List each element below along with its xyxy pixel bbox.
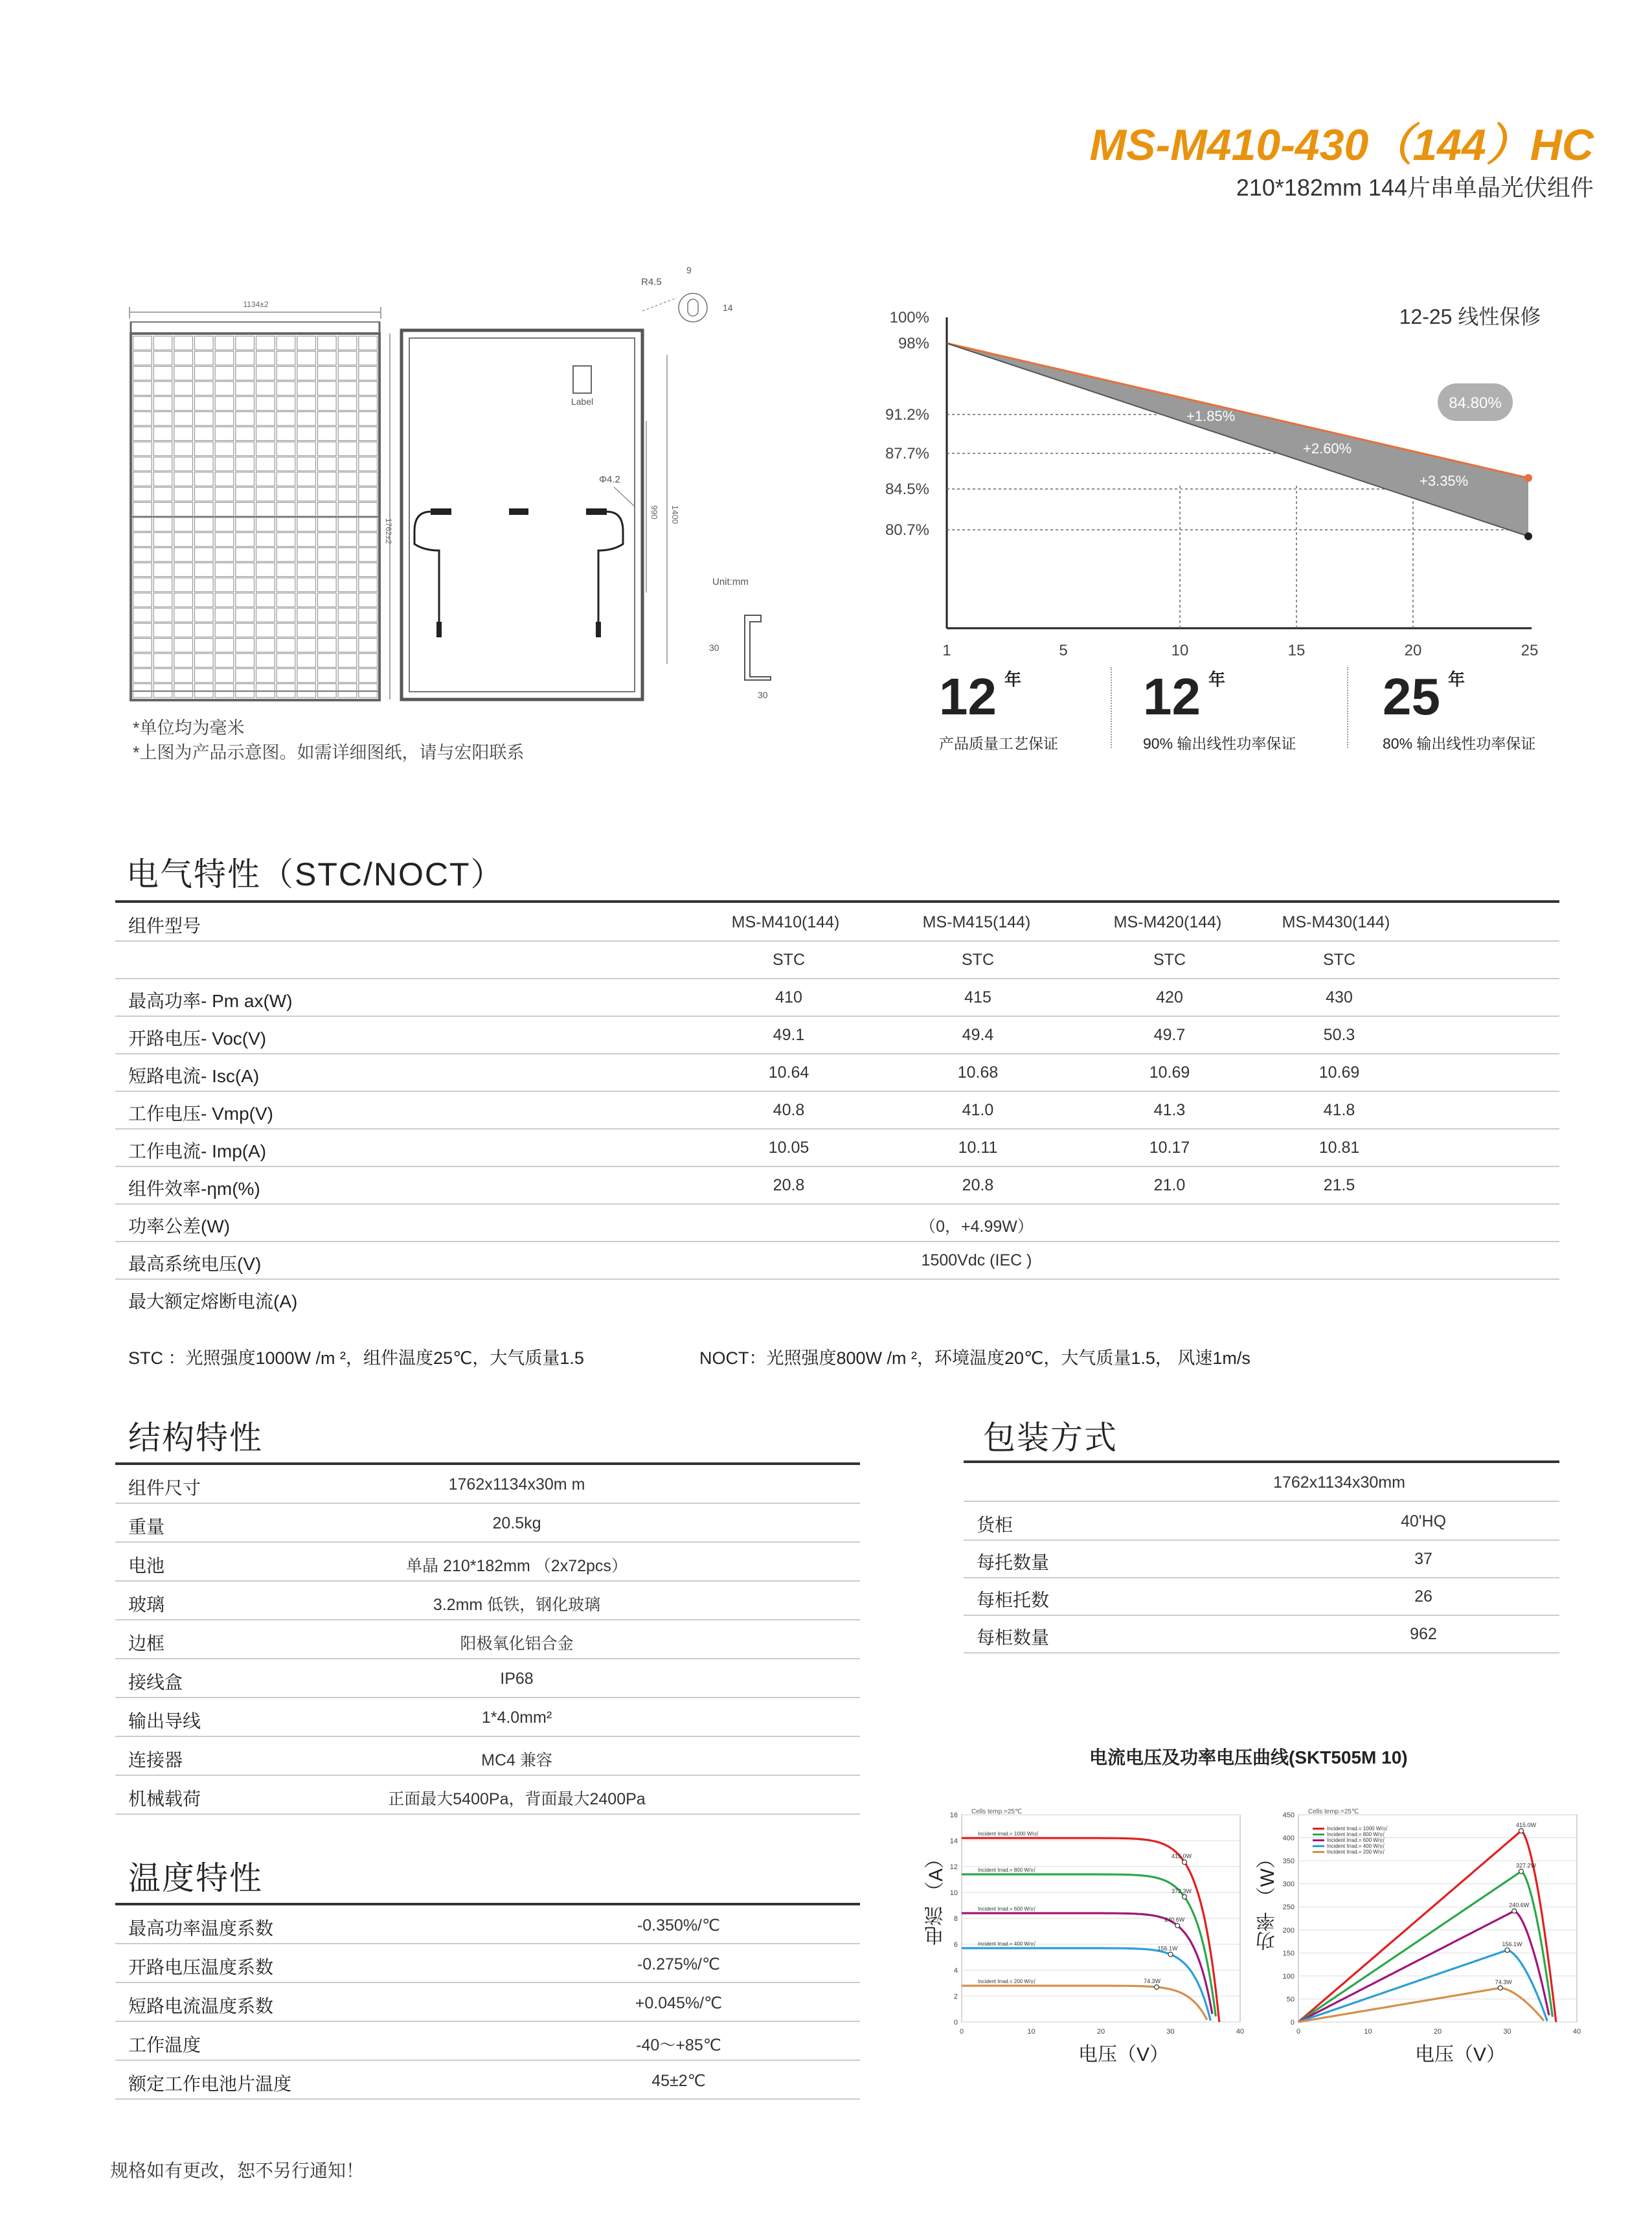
end-point-black [1524,532,1532,540]
warranty-years: 12 [1143,668,1201,725]
hole-label: Φ4.2 [599,474,620,485]
r-label: R4.5 [641,277,662,288]
table-row [115,1983,860,2022]
table-row [115,940,1559,979]
warranty-item [939,667,1058,753]
y-tick-label: 6 [953,1941,958,1949]
peak-label: 240.6W [1164,1916,1185,1924]
x-tick-label: 5 [1059,642,1068,659]
cell: 49.4 [962,1026,994,1044]
y-tick-label: 8 [953,1915,958,1923]
mpp-point [1498,1986,1502,1990]
note-line: *上图为产品示意图。如需详细图纸，请与宏阳联系 [133,743,525,762]
packing-table [964,1463,1559,1696]
cell: STC [1153,951,1186,969]
iv-ylabel: 电流 （A） [925,1849,947,1946]
table-row [115,1241,1559,1280]
cell: 49.1 [773,1026,805,1044]
series-label: Incident Irrad.= 400 W/㎡ [978,1941,1036,1947]
y-tick-label: 10 [949,1889,958,1897]
x-tick-label: 15 [1287,642,1306,659]
label-box [573,366,591,393]
stc-note: STC ：光照强度1000W /m ²，组件温度25℃，大气质量1.5 [128,1348,584,1368]
legend-swatch [1313,1851,1324,1853]
table-row [964,1502,1559,1541]
y-tick-label: 50 [1286,1995,1295,2004]
warranty-items [939,667,1587,751]
table-row [964,1463,1559,1502]
warranty-text: 产品质量工艺保证 [939,735,1058,752]
cell: 1*4.0mm² [481,1709,552,1727]
cell: 10.17 [1149,1139,1190,1157]
x-tick-label: 25 [1521,642,1539,659]
structure-table [115,1465,860,1815]
structure-title: 结构特性 [128,1420,263,1456]
model-header: MS-M415(144) [922,913,1031,931]
bubble-label: 84.80% [1449,394,1502,412]
product-subtitle: 210*182mm 144片串单晶光伏组件 [1236,174,1594,201]
cell: 10.68 [957,1063,999,1082]
table-row [115,1620,860,1659]
cell: 420 [1156,988,1183,1006]
product-title: MS-M410-430（144）HC [1089,120,1594,170]
y-tick-label: 12 [949,1863,958,1871]
table-row [115,1698,860,1737]
cell: 10.69 [1318,1063,1360,1082]
y-tick-label: 400 [1282,1834,1295,1843]
dim-990: 990 [650,505,659,519]
y-tick-label: 16 [949,1811,958,1819]
row-label: 连接器 [128,1750,183,1770]
cell: 49.7 [1153,1026,1186,1044]
cell: 21.5 [1323,1176,1355,1194]
divider [1347,667,1350,748]
cell: 3.2mm 低铁，钢化玻璃 [433,1596,601,1614]
legend-swatch [1313,1839,1324,1841]
row-label: 工作电流- Imp(A) [128,1141,267,1161]
row-label: 货柜 [977,1515,1013,1535]
front-view [130,307,381,712]
table-row [964,1615,1559,1653]
packing-title: 包装方式 [983,1420,1118,1456]
cell: 50.3 [1323,1026,1355,1044]
y-tick-label: 84.5% [885,481,929,498]
cell: 阳极氧化铝合金 [460,1635,574,1653]
row-label: 最大额定熔断电流(A) [128,1291,298,1312]
note-line: *单位均为毫米 [133,718,245,738]
table-row [115,1016,1559,1054]
cell: 45±2℃ [651,2072,706,2090]
cell: STC [962,951,994,969]
cell: 正面最大5400Pa，背面最大2400Pa [388,1790,646,1808]
cell: STC [773,951,805,969]
x-tick-label: 10 [1364,2028,1372,2036]
legend-label: Incident Irrad.= 400 W/㎡ [1327,1843,1385,1849]
cell: 415 [964,988,991,1006]
cell: -0.275%/℃ [637,1955,721,1973]
row-label: 最高功率- Pm ax(W) [128,991,293,1011]
cell: 10.81 [1318,1139,1360,1157]
end-point-orange [1524,474,1532,482]
table-row [115,1582,860,1620]
cell: （0，+4.99W） [920,1218,1034,1236]
x-tick-label: 20 [1096,2028,1105,2036]
table-row [115,1944,860,1983]
drawing-notes [133,716,525,765]
row-label: 功率公差(W) [128,1216,231,1236]
y-tick-label: 300 [1282,1880,1295,1889]
row-label: 重量 [128,1517,165,1537]
y-tick-label: 91.2% [885,406,929,424]
table-row [115,1737,860,1776]
cell: 20.8 [773,1176,805,1194]
cell: 410 [775,988,802,1006]
cell: 20.5kg [492,1514,541,1532]
row-label: 每柜数量 [977,1628,1050,1648]
table-row [964,1577,1559,1616]
row-label: 组件效率-ηm(%) [128,1179,260,1199]
cell: 单晶 210*182mm （2x72pcs） [406,1557,628,1575]
cell: MC4 兼容 [481,1751,552,1769]
dim-9: 9 [686,265,692,275]
table-row [115,1659,860,1698]
cell: 10.11 [958,1139,998,1157]
y-tick-label: 2 [953,1993,958,2001]
mpp-point [1519,1828,1524,1833]
y-tick-label: 200 [1282,1926,1295,1935]
y-tick-label: 4 [953,1967,958,1975]
cell: 41.3 [1153,1101,1186,1119]
table-row [115,1091,1559,1130]
peak-label: 372.3W [1171,1887,1192,1894]
warranty-unit: 年 [1004,670,1021,689]
pv-xlabel: 电压（V） [1415,2044,1506,2065]
peak-label: 156.1W [1157,1945,1178,1952]
y-tick-label: 100% [889,309,929,326]
x-tick-label: 20 [1433,2028,1442,2036]
height-dim: 1762±2 [384,518,393,544]
series-label: Incident Irrad.= 200 W/㎡ [978,1979,1036,1984]
curves-title: 电流电压及功率电压曲线(SKT505M 10) [1089,1747,1408,1767]
electrical-table [115,903,1559,1330]
warranty-text: 90% 输出线性功率保证 [1143,735,1296,752]
y-tick-label: 450 [1282,1811,1295,1819]
peak-label: 156.1W [1502,1941,1522,1948]
mpp-point [1512,1909,1517,1913]
row-label: 每托数量 [977,1552,1050,1573]
cell: -40～+85℃ [636,2036,721,2054]
row-label: 电池 [128,1556,165,1576]
x-tick-label: 0 [959,2028,964,2036]
row-label: 组件尺寸 [128,1478,201,1498]
y-tick-label: 350 [1282,1857,1295,1866]
cell: 1762x1134x30m m [448,1475,585,1493]
table-row [115,1776,860,1815]
electrical-title: 电气特性（STC/NOCT） [126,856,504,892]
legend-swatch [1313,1845,1324,1847]
table-row [115,2022,860,2061]
dim-1400: 1400 [670,505,680,524]
row-label: 组件型号 [128,916,201,936]
iv-xlabel: 电压（V） [1078,2044,1170,2065]
peak-label: 74.3W [1495,1979,1512,1986]
x-tick-label: 1 [942,642,951,659]
model-header: MS-M410(144) [731,913,840,931]
row-label: 额定工作电池片温度 [128,2074,292,2094]
mpp-point [1182,1860,1187,1865]
row-label: 最高功率温度系数 [128,1918,274,1938]
peak-label: 240.6W [1509,1902,1530,1909]
unit-label: Unit:mm [712,576,749,587]
table-row [115,1543,860,1582]
row-label: 输出导线 [128,1711,201,1731]
y-tick-label: 0 [1290,2019,1295,2027]
x-tick-label: 10 [1027,2028,1035,2036]
table-row [115,2061,860,2100]
cell: 10.64 [768,1063,809,1082]
x-tick-label: 20 [1404,642,1422,659]
cell: 41.8 [1323,1101,1355,1119]
table-row [115,1504,860,1543]
warranty-item [1383,667,1535,753]
peak-label: 415.0W [1516,1821,1537,1828]
warranty-item [1143,667,1296,753]
width-dim: 1134±2 [243,300,269,309]
table-row [115,1203,1559,1242]
delta-label: +3.35% [1420,473,1469,489]
row-label: 接线盒 [128,1672,183,1692]
warranty-text: 80% 输出线性功率保证 [1383,735,1536,752]
noct-note: NOCT：光照强度800W /m ²，环境温度20℃，大气质量1.5， 风速1m/s [699,1348,1250,1368]
row-label: 每柜托数 [977,1590,1050,1610]
x-tick-label: 30 [1503,2028,1511,2036]
legend-swatch [1313,1834,1324,1835]
warranty-unit: 年 [1447,670,1465,689]
cell: 430 [1326,988,1353,1006]
frame-dim-30b: 30 [758,690,768,700]
mpp-point [1155,1985,1159,1990]
table-row [115,1465,860,1504]
y-tick-label: 80.7% [885,521,929,539]
cell: 20.8 [962,1176,994,1194]
module-drawing [123,259,803,712]
row-label: 开路电压温度系数 [128,1957,274,1977]
cell: 37 [1414,1550,1432,1568]
frame-dim-30a: 30 [709,642,719,653]
cell: 10.69 [1149,1063,1190,1082]
table-row [964,1539,1559,1578]
cell: +0.045%/℃ [635,1994,723,2012]
cell: 26 [1414,1587,1432,1606]
cells-temp-label: Cells temp.=25℃ [971,1808,1023,1815]
x-tick-label: 40 [1236,2028,1245,2036]
warranty-unit: 年 [1208,670,1225,689]
peak-label: 415.0W [1171,1853,1192,1860]
cell: 41.0 [962,1101,994,1119]
model-header: MS-M420(144) [1113,913,1222,931]
peak-label: 74.3W [1144,1978,1161,1985]
cell: IP68 [500,1670,534,1688]
series-label: Incident Irrad.= 800 W/㎡ [978,1867,1036,1873]
y-tick-label: 98% [898,335,929,352]
mpp-point [1519,1869,1524,1874]
pv-ylabel: 功率 （W） [1257,1849,1278,1951]
table-row [115,1053,1559,1092]
cell: 21.0 [1153,1176,1186,1194]
table-row [115,978,1559,1017]
x-tick-label: 10 [1171,642,1189,659]
y-tick-label: 150 [1282,1949,1295,1958]
warranty-years: 25 [1383,668,1440,725]
temperature-table [115,1905,860,2113]
x-tick-label: 40 [1572,2028,1581,2036]
legend-label: Incident Irrad.= 200 W/㎡ [1327,1849,1385,1855]
x-tick-label: 30 [1166,2028,1175,2036]
warranty-line-gray [947,343,1528,536]
row-label: 最高系统电压(V) [128,1254,262,1274]
cell: 40'HQ [1400,1512,1447,1530]
delta-label: +2.60% [1303,440,1352,457]
table-row [115,903,1559,942]
table-row [115,1278,1559,1316]
table-row [115,1905,860,1944]
row-label: 开路电压- Voc(V) [128,1028,267,1049]
legend-label: Incident Irrad.= 800 W/㎡ [1327,1832,1385,1837]
mpp-point [1168,1952,1173,1957]
table-row [115,1166,1559,1205]
peak-label: 327.2W [1516,1862,1537,1869]
warranty-chart-title: 12-25 线性保修 [1399,305,1541,328]
cell: 1762x1134x30mm [1273,1473,1405,1492]
legend-label: Incident Irrad.= 1000 W/㎡ [1327,1826,1388,1832]
legend-swatch [1313,1828,1324,1830]
mpp-point [1505,1948,1510,1953]
warranty-years: 12 [939,668,997,725]
cell: 40.8 [773,1101,805,1119]
y-tick-label: 100 [1282,1972,1295,1981]
iv-pv-curves [913,1807,1593,2066]
cell: -0.350%/℃ [637,1916,721,1935]
row-label: 短路电流温度系数 [128,1996,274,2016]
series-label: Incident Irrad.= 1000 W/㎡ [978,1831,1039,1837]
table-row [115,1128,1559,1167]
row-label: 边框 [128,1633,165,1653]
series-label: Incident Irrad.= 600 W/㎡ [978,1906,1036,1912]
label-text: Label [571,396,594,407]
row-label: 玻璃 [128,1595,165,1615]
mpp-point [1175,1924,1180,1928]
temperature-title: 温度特性 [128,1860,263,1896]
mpp-point [1182,1894,1187,1899]
warranty-chart [868,291,1580,667]
cell: STC [1323,951,1355,969]
y-tick-label: 0 [953,2019,958,2027]
cell: 1500Vdc (IEC ) [921,1251,1032,1269]
cells-temp-label: Cells temp.=25℃ [1308,1808,1359,1815]
row-label: 工作电压- Vmp(V) [128,1104,274,1124]
dim-14: 14 [723,302,733,313]
row-label: 机械载荷 [128,1789,201,1809]
divider [1111,667,1113,748]
y-tick-label: 87.7% [885,445,929,462]
delta-label: +1.85% [1186,408,1236,424]
footer-note: 规格如有更改，恕不另行通知！ [110,2161,365,2181]
y-tick-label: 250 [1282,1903,1295,1912]
legend-label: Incident Irrad.= 600 W/㎡ [1327,1837,1385,1843]
cell: 10.05 [768,1139,809,1157]
row-label: 短路电流- Isc(A) [128,1066,260,1086]
x-tick-label: 0 [1296,2028,1301,2036]
y-tick-label: 14 [949,1837,958,1845]
cell: 962 [1410,1625,1437,1643]
row-label: 工作温度 [128,2035,201,2055]
model-header: MS-M430(144) [1282,913,1390,931]
